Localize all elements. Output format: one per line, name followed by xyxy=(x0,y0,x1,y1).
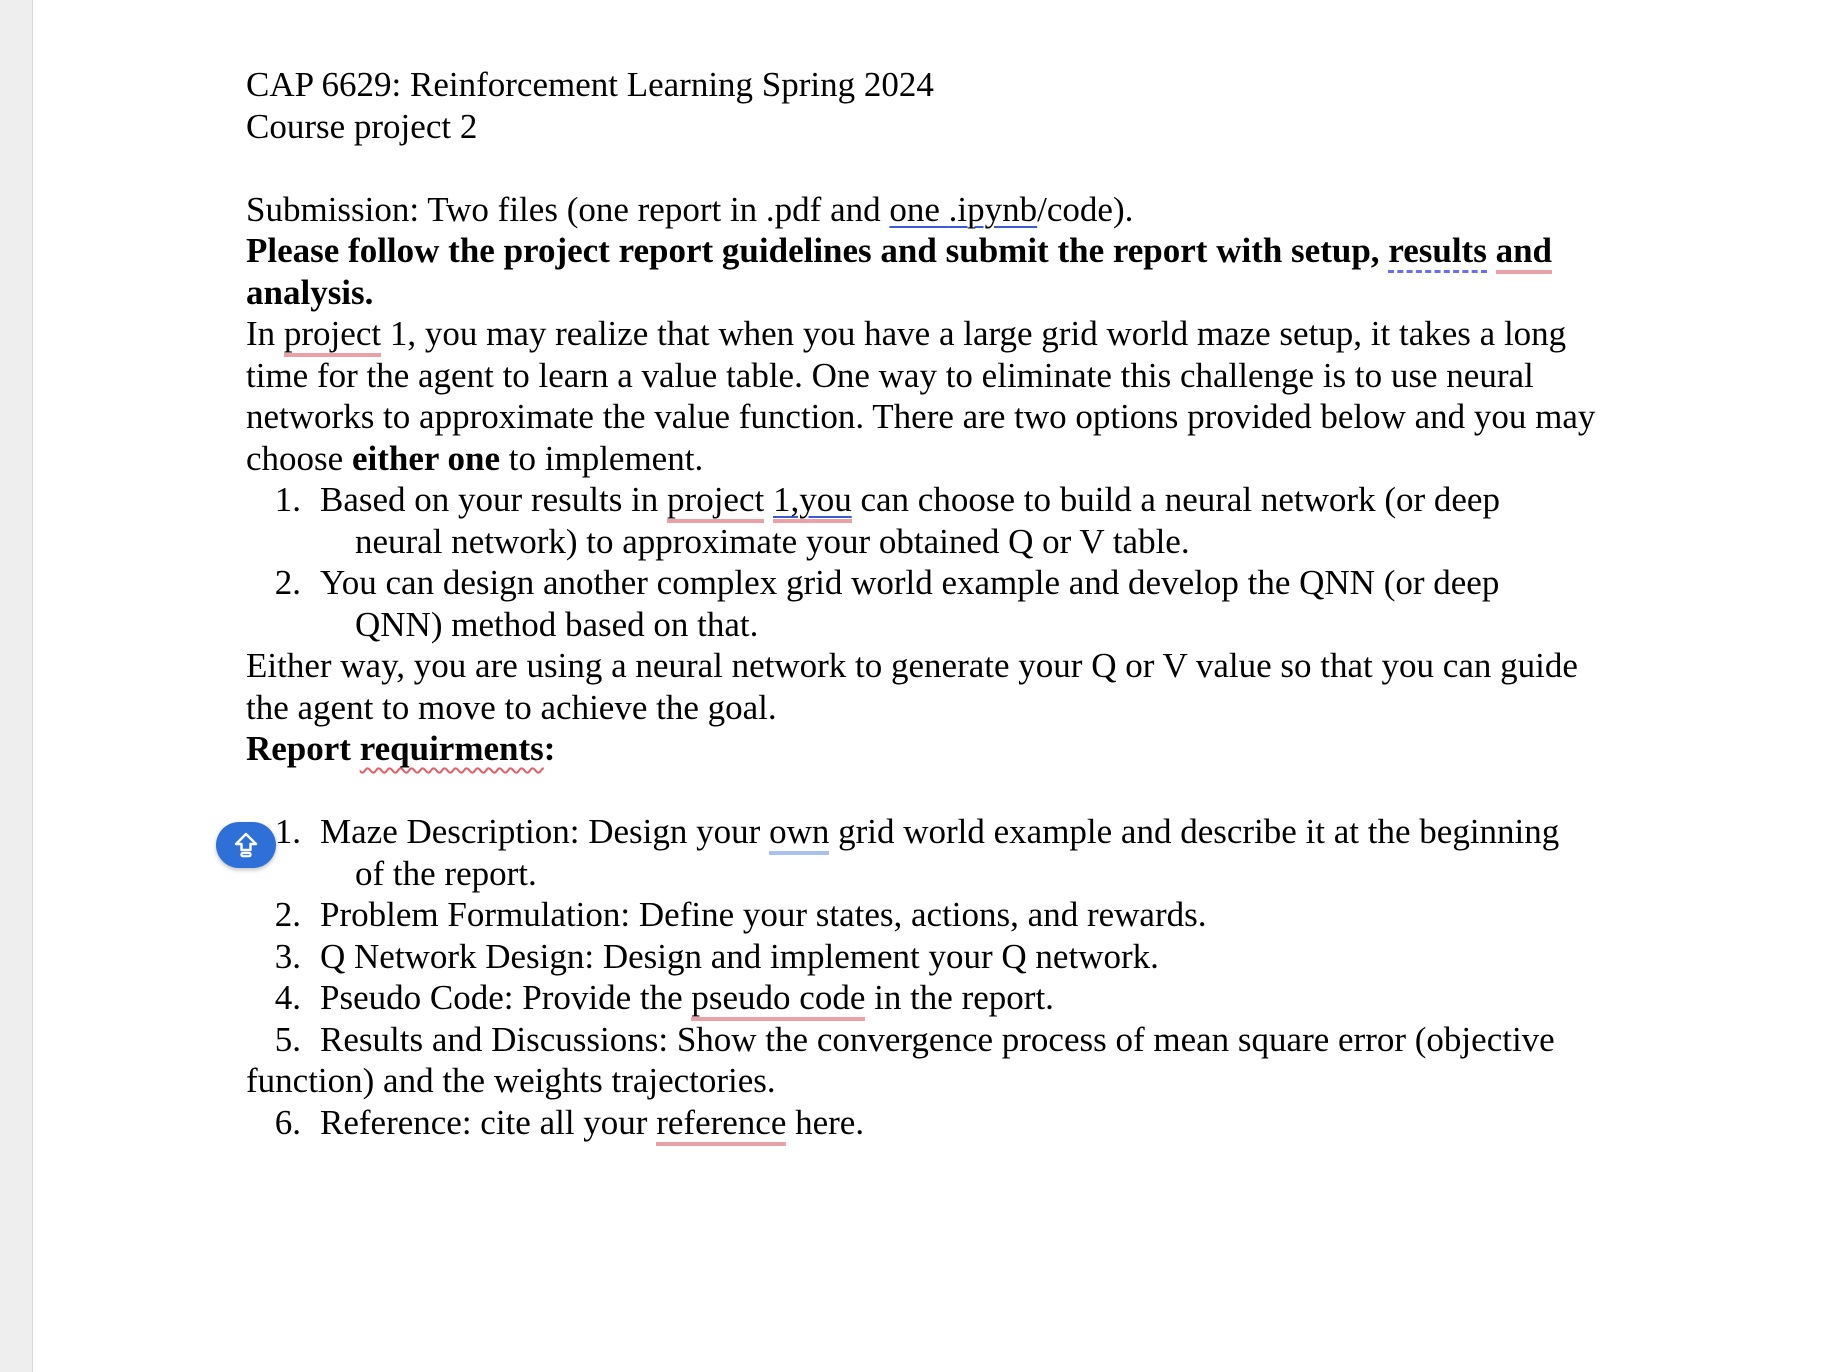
report-heading xyxy=(246,728,1666,770)
requirement-number: 4. xyxy=(274,978,301,1017)
guidelines-line-1 xyxy=(246,230,1666,272)
option-1-project: project xyxy=(667,480,764,523)
course-title: CAP 6629: Reinforcement Learning Spring 2024 xyxy=(246,65,934,104)
requirement-number: 5. xyxy=(274,1019,301,1059)
requirement-text: Q Network Design: Design and implement your Q network. xyxy=(320,936,1159,976)
requirement-item-5 xyxy=(246,1019,1666,1061)
intro-l4-suffix: to implement. xyxy=(500,438,704,478)
option-1-suffix: can choose to build a neural network (or deep xyxy=(851,480,1500,519)
guidelines-line-2: analysis. xyxy=(246,272,374,312)
submission-line xyxy=(246,189,1666,231)
option-item-2 xyxy=(246,562,1666,604)
requirement-item-2 xyxy=(246,894,1666,936)
req-6-flagged: reference xyxy=(656,1103,786,1146)
intro-l1-suffix: 1, you may realize that when you have a large grid world maze setup, it takes a long xyxy=(381,314,1567,353)
intro-l4-prefix: choose xyxy=(246,438,352,478)
option-item-1 xyxy=(246,479,1666,521)
intro-l1-prefix: In xyxy=(246,314,284,353)
submission-suffix: /code). xyxy=(1037,189,1134,229)
left-window-gutter xyxy=(0,0,33,1372)
requirement-text: Results and Discussions: Show the convergence process of mean square error (objective xyxy=(320,1019,1555,1059)
requirement-item-1 xyxy=(246,811,1666,853)
requirement-item-3 xyxy=(246,936,1666,978)
intro-line-4 xyxy=(246,438,1666,480)
intro-l4-bold: either one xyxy=(351,438,501,478)
project-title: Course project 2 xyxy=(246,106,478,146)
blank-line xyxy=(246,770,1666,812)
either-way-line-1: Either way, you are using a neural network to generate your Q or V value so that you can guide xyxy=(246,646,1578,685)
requirement-text xyxy=(320,811,1559,853)
req-5-line-2: function) and the weights trajectories. xyxy=(246,1061,776,1100)
option-1-line-2: neural network) to approximate your obtained Q or V table. xyxy=(355,521,1190,561)
req-1-own: own xyxy=(769,812,829,855)
req-4-prefix: Pseudo Code: Provide the xyxy=(320,978,692,1017)
option-text xyxy=(320,479,1500,521)
intro-line-2: time for the agent to learn a value table. One way to eliminate this challenge is to use neural xyxy=(246,355,1534,395)
guidelines-results: results xyxy=(1388,231,1487,273)
submission-ipynb: .ipynb xyxy=(948,189,1038,229)
intro-line-3: networks to approximate the value function. There are two options provided below and you may xyxy=(246,397,1596,436)
option-number: 2. xyxy=(274,563,301,602)
blank-line xyxy=(246,147,1666,189)
req-6-suffix: here. xyxy=(786,1102,865,1142)
option-1-one-you: 1,you xyxy=(773,480,852,523)
intro-line-1 xyxy=(246,313,1666,355)
requirement-text xyxy=(320,1102,864,1144)
floating-upload-button[interactable] xyxy=(216,822,276,868)
report-heading-suffix: : xyxy=(543,729,556,768)
req-6-prefix: Reference: cite all your xyxy=(320,1102,657,1142)
req-1-suffix: grid world example and describe it at the beginning xyxy=(829,812,1560,851)
report-heading-word: requirments xyxy=(359,729,544,768)
req-4-flagged: pseudo code xyxy=(691,978,865,1021)
option-1-space xyxy=(764,480,773,519)
requirement-item-4 xyxy=(246,977,1666,1019)
intro-l1-project: project xyxy=(284,314,381,357)
requirement-number: 6. xyxy=(274,1102,301,1142)
document-page xyxy=(246,64,1666,1143)
option-1-prefix: Based on your results in xyxy=(320,480,668,519)
guidelines-and: and xyxy=(1496,231,1552,274)
requirement-number: 3. xyxy=(274,936,301,976)
report-heading-prefix: Report xyxy=(246,729,360,768)
guidelines-space xyxy=(1487,231,1496,270)
guidelines-part1: Please follow the project report guidelines and submit the report with setup, xyxy=(246,231,1389,270)
submission-space xyxy=(940,190,949,229)
requirement-text: Problem Formulation: Define your states, actions, and rewards. xyxy=(320,895,1207,934)
upload-arrow-icon xyxy=(233,831,259,859)
option-text: You can design another complex grid world example and develop the QNN (or deep xyxy=(320,563,1500,602)
requirement-number: 2. xyxy=(274,895,301,934)
requirement-number: 1. xyxy=(274,812,301,851)
either-way-line-2: the agent to move to achieve the goal. xyxy=(246,687,777,727)
submission-prefix: Submission: Two files (one report in .pdf and xyxy=(246,189,890,229)
requirement-item-6 xyxy=(246,1102,1666,1144)
req-1-prefix: Maze Description: Design your xyxy=(320,812,770,851)
req-1-line-2: of the report. xyxy=(355,853,537,893)
requirement-text xyxy=(320,977,1054,1019)
req-4-suffix: in the report. xyxy=(865,978,1054,1017)
option-number: 1. xyxy=(274,480,301,519)
option-2-line-2: QNN) method based on that. xyxy=(355,604,759,644)
submission-one: one xyxy=(889,189,940,229)
